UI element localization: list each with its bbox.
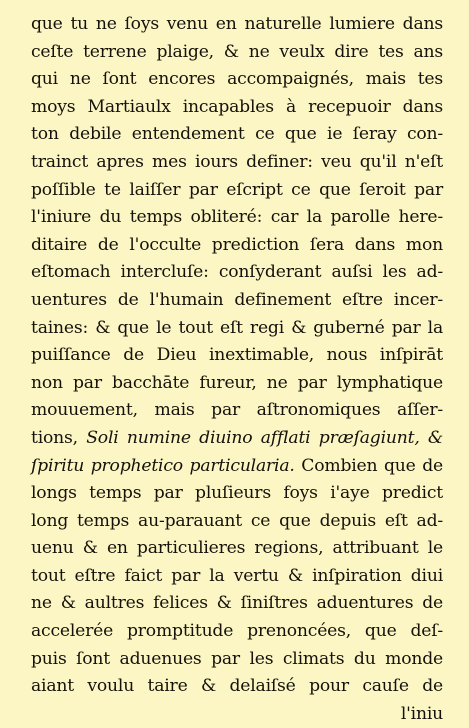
text-body xyxy=(31,11,443,728)
text-line-5: ton debile entendement ce que ie ſeray con- xyxy=(31,124,443,145)
text-line-15: mouuement, mais par aſtronomiques aſſer- xyxy=(31,400,443,421)
text-line-14: non par bacchāte fureur, ne par lymphatique xyxy=(31,372,443,393)
text-line-10: eſtomach intercluſe: conſyderant auſsi les ad- xyxy=(31,262,443,283)
text-line-20: uenu & en particulieres regions, attribuant le xyxy=(31,538,443,559)
text-line-21: tout eſtre faict par la vertu & inſpiration diui xyxy=(31,565,443,586)
text-line-23: accelerée promptitude prenoncées, que deſ- xyxy=(31,621,443,642)
text-line-19: long temps au-parauant ce que depuis eſt ad- xyxy=(31,510,443,531)
text-line-17 xyxy=(31,453,443,481)
text-line-25: aiant voulu taire & delaiſsé pour cauſe de xyxy=(31,676,443,697)
text-line-2: ceſte terrene plaige, & ne veulx dire tes ans xyxy=(31,41,443,62)
latin-quote-part-1: Soli numine diuino afflati præſagiunt, & xyxy=(86,427,444,448)
text-line-13: puiſſance de Dieu inextimable, nous inſpirāt xyxy=(31,345,443,366)
text-line-4: moys Martiaulx incapables à recepuoir dans xyxy=(31,96,443,117)
text-line-16 xyxy=(31,425,443,453)
text-line-11: uentures de l'humain definement eſtre incer- xyxy=(31,289,443,310)
text-line-1: que tu ne ſoys venu en naturelle lumiere dans xyxy=(31,14,443,34)
text-line-12: taines: & que le tout eſt regi & guberné par la xyxy=(31,317,443,338)
text-line-8: l'iniure du temps obliteré: car la parolle here- xyxy=(31,207,443,228)
text-line-7: poſſible te laiſſer par eſcript ce que ſeroit par xyxy=(31,179,443,200)
catchword: l'iniu xyxy=(400,703,443,724)
text-line-24: puis ſont aduenues par les climats du monde xyxy=(31,648,443,669)
latin-quote-part-2: ſpiritu prophetico particularia. xyxy=(31,455,295,476)
text-line-6: trainct apres mes iours definer: veu qu'il n'eſt xyxy=(31,151,443,172)
line-16-roman: tions, xyxy=(31,427,87,448)
text-line-9: ditaire de l'occulte prediction ſera dans mon xyxy=(31,234,443,255)
text-line-18: longs temps par pluſieurs foys i'aye predict xyxy=(31,483,443,504)
text-line-3: qui ne ſont encores accompaignés, mais tes xyxy=(31,69,443,90)
line-17-roman: Combien que de xyxy=(294,455,443,476)
text-line-22: ne & aultres felices & ſiniſtres aduentures de xyxy=(31,593,443,614)
